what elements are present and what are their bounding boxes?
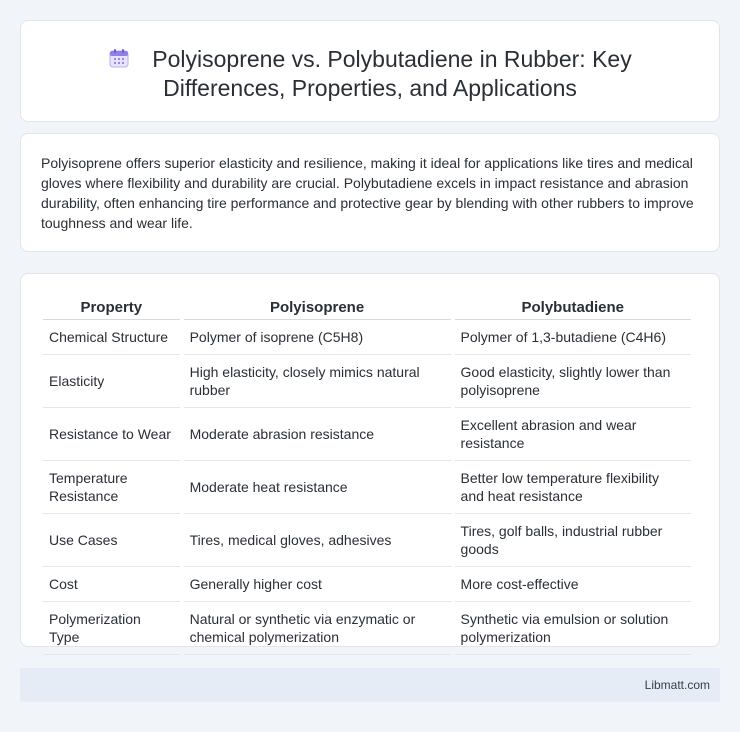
title-line-1: Polyisoprene vs. Polybutadiene in Rubber: Key: [152, 46, 632, 72]
title-line-2: Differences, Properties, and Applications: [163, 75, 577, 101]
table-cell: Moderate heat resistance: [184, 461, 451, 514]
footer-site-link[interactable]: Libmatt.com: [644, 678, 710, 692]
footer: [20, 668, 720, 702]
table-cell: More cost-effective: [455, 567, 691, 602]
column-header-property: Property: [43, 297, 180, 320]
table-header-row: [43, 297, 691, 320]
table-cell: Tires, medical gloves, adhesives: [184, 514, 451, 567]
table-cell: Polymer of 1,3-butadiene (C4H6): [455, 320, 691, 355]
table-cell: Generally higher cost: [184, 567, 451, 602]
calendar-icon: [108, 47, 130, 69]
table-cell: Natural or synthetic via enzymatic or chemical polymerization: [184, 602, 451, 655]
table-cell: Use Cases: [43, 514, 180, 567]
table-cell: Elasticity: [43, 355, 180, 408]
table-cell: High elasticity, closely mimics natural rubber: [184, 355, 451, 408]
table-cell: Excellent abrasion and wear resistance: [455, 408, 691, 461]
table-cell: Synthetic via emulsion or solution polymerization: [455, 602, 691, 655]
comparison-card: [20, 273, 720, 647]
page-title: [21, 45, 719, 103]
table-cell: Cost: [43, 567, 180, 602]
summary-text: Polyisoprene offers superior elasticity and resilience, making it ideal for applications like tires and medical gloves where flexibility and durability are crucial. Polybutadiene excels in impact resistance and abrasion durability, often enhancing tire performance and protective gear by blending with other rubbers to improve toughness and wear life.: [41, 155, 694, 231]
table-row: [43, 408, 691, 461]
table-cell: Polymer of isoprene (C5H8): [184, 320, 451, 355]
table-cell: Tires, golf balls, industrial rubber goods: [455, 514, 691, 567]
table-row: [43, 602, 691, 655]
table-row: [43, 320, 691, 355]
summary-card: [20, 133, 720, 252]
comparison-table: [39, 297, 695, 655]
table-cell: Better low temperature flexibility and heat resistance: [455, 461, 691, 514]
table-cell: Good elasticity, slightly lower than polyisoprene: [455, 355, 691, 408]
table-cell: Temperature Resistance: [43, 461, 180, 514]
table-cell: Moderate abrasion resistance: [184, 408, 451, 461]
table-row: [43, 514, 691, 567]
table-row: [43, 567, 691, 602]
table-cell: Polymerization Type: [43, 602, 180, 655]
table-row: [43, 355, 691, 408]
table-cell: Chemical Structure: [43, 320, 180, 355]
column-header-polyisoprene: Polyisoprene: [184, 297, 451, 320]
table-cell: Resistance to Wear: [43, 408, 180, 461]
title-card: [20, 20, 720, 122]
column-header-polybutadiene: Polybutadiene: [455, 297, 691, 320]
table-row: [43, 461, 691, 514]
